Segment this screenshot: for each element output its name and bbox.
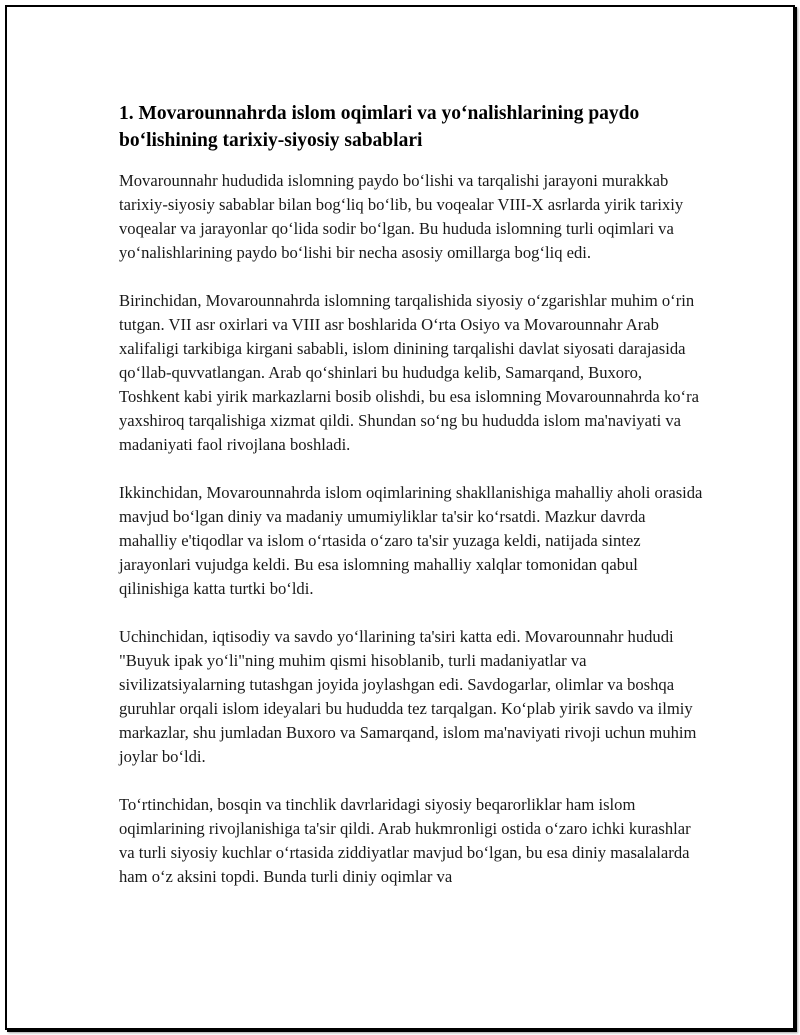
paragraph-fourth-reason: To‘rtinchidan, bosqin va tinchlik davrlaridagi siyosiy beqarorliklar ham islom oqimlarining rivojlanishiga ta'sir qildi. Arab hukmronligi ostida o‘zaro ichki kurashlar va turli siyosiy kuchlar o‘rtasida ziddiyatlar mavjud bo‘lgan, bu esa diniy masalalarda ham o‘z aksini topdi. Bunda turli diniy oqimlar va bbox=[119, 795, 691, 886]
paragraph-second-reason: Ikkinchidan, Movarounnahrda islom oqimlarining shakllanishiga mahalliy aholi orasida mavjud bo‘lgan diniy va madaniy umumiyliklar ta'sir ko‘rsatdi. Mazkur davrda mahalliy e'tiqodlar va islom o‘rtasida o‘zaro ta'sir yuzaga keldi, natijada sintez jarayonlari vujudga keldi. Bu esa islomning mahalliy xalqlar tomonidan qabul qilinishiga katta turtki bo‘ldi. bbox=[119, 483, 703, 598]
section-heading: 1. Movarounnahrda islom oqimlari va yo‘nalishlarining paydo bo‘lishining tarixiy-siyosiy sabablari bbox=[119, 103, 640, 151]
paragraph-first-reason: Birinchidan, Movarounnahrda islomning tarqalishida siyosiy o‘zgarishlar muhim o‘rin tutgan. VII asr oxirlari va VIII asr boshlarida O‘rta Osiyo va Movarounnahr Arab xalifaligi tarkibiga kirgani sababli, islom dinining tarqalishi davlat siyosati darajasida qo‘llab-quvvatlangan. Arab qo‘shinlari bu hududga kelib, Samarqand, Buxoro, Toshkent kabi yirik markazlarni bosib olishdi, bu esa islomning Movarounnahrda ko‘ra yaxshiroq tarqalishiga xizmat qildi. Shundan so‘ng bu hududda islom ma'naviyati va madaniyati faol rivojlana boshladi. bbox=[119, 291, 699, 454]
document-page bbox=[5, 5, 795, 1030]
paragraph-third-reason: Uchinchidan, iqtisodiy va savdo yo‘llarining ta'siri katta edi. Movarounnahr hududi "Buyuk ipak yo‘li"ning muhim qismi hisoblanib, turli madaniyatlar va sivilizatsiyalarning tutashgan joyida joylashgan edi. Savdogarlar, olimlar va boshqa guruhlar orqali islom ideyalari bu hududda tez tarqalgan. Ko‘plab yirik savdo va ilmiy markazlar, shu jumladan Buxoro va Samarqand, islom ma'naviyati rivoji uchun muhim joylar bo‘ldi. bbox=[119, 627, 697, 766]
paragraph-intro: Movarounnahr hududida islomning paydo bo‘lishi va tarqalishi jarayoni murakkab tarixiy-siyosiy sabablar bilan bog‘liq bo‘lib, bu voqealar VIII-X asrlarda yirik tarixiy voqealar va jarayonlar qo‘lida sodir bo‘lgan. Bu hududa islomning turli oqimlari va yo‘nalishlarining paydo bo‘lishi bir necha asosiy omillarga bog‘liq edi. bbox=[119, 171, 684, 262]
document-body bbox=[119, 100, 703, 913]
